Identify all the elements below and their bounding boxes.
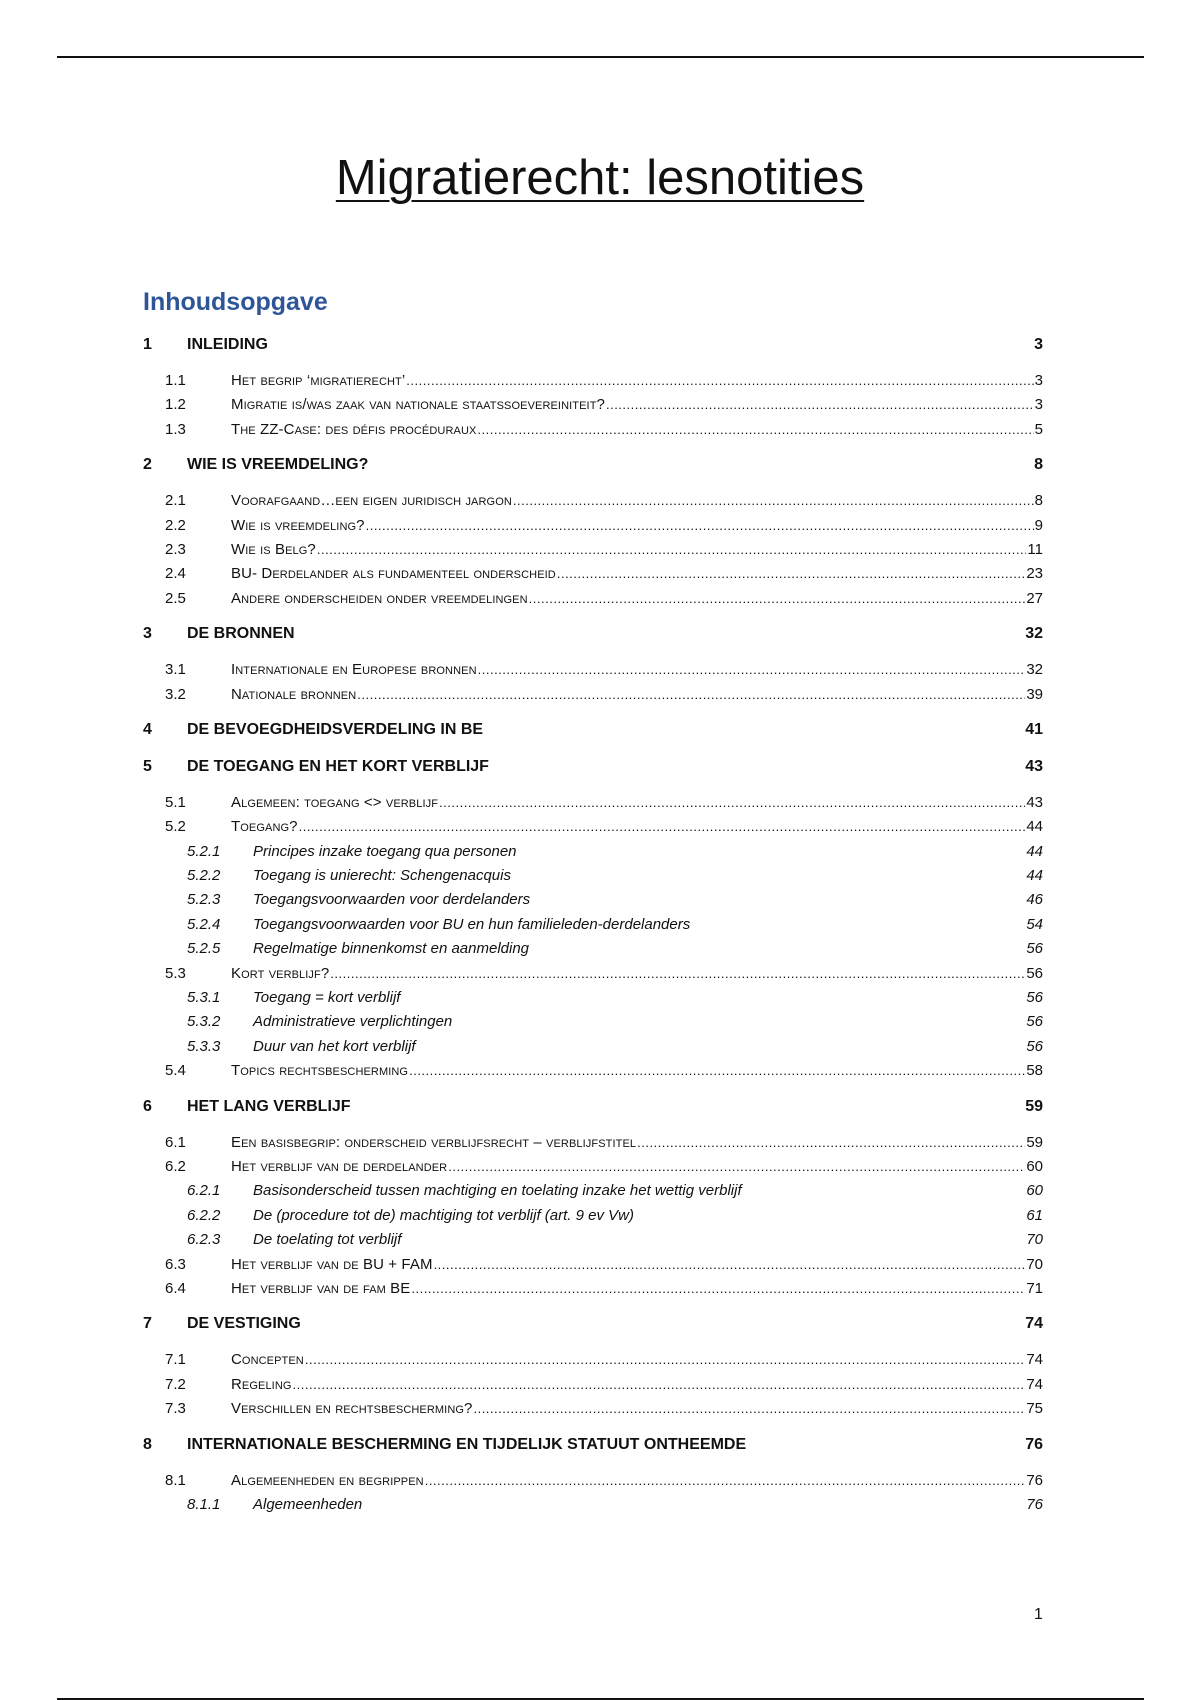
toc-entry[interactable] [143, 1280, 1043, 1304]
toc-entry-leader [330, 965, 1025, 982]
toc-entry[interactable] [143, 517, 1043, 541]
toc-entry-leader [513, 492, 1034, 509]
toc-entry-label: Algemeenheden en begrippen [231, 1471, 424, 1489]
toc-entry-number: 5.4 [165, 1062, 186, 1080]
toc-entry-leader [305, 1351, 1025, 1368]
toc-entry-page: 59 [1026, 1133, 1043, 1151]
toc-entry-page: 56 [1026, 1037, 1043, 1055]
toc-entry-page: 43 [1025, 757, 1043, 775]
toc-entry[interactable] [143, 916, 1043, 940]
toc-entry-number: 2.1 [165, 492, 186, 510]
toc-entry[interactable] [143, 1158, 1043, 1182]
toc-entry-number: 1.2 [165, 396, 186, 414]
toc-entry-label: Toegang? [231, 818, 298, 836]
toc-entry-leader [557, 565, 1025, 582]
toc-entry-page: 41 [1025, 720, 1043, 738]
toc-entry-number: 5.2 [165, 818, 186, 836]
toc-entry-label: Basisonderscheid tussen machtiging en toelating inzake het wettig verblijf [253, 1182, 742, 1200]
toc-entry-page: 61 [1026, 1206, 1043, 1224]
toc-entry-number: 3.2 [165, 685, 186, 703]
toc-entry-leader [425, 1472, 1026, 1489]
toc-entry-leader [478, 661, 1026, 678]
toc-entry[interactable] [143, 421, 1043, 445]
toc-entry-page: 60 [1026, 1182, 1043, 1200]
toc-entry-number: 8 [143, 1435, 152, 1453]
toc-entry-label: Toegangsvoorwaarden voor BU en hun familieleden-derdelanders [253, 915, 691, 933]
toc-entry-page: 3 [1034, 336, 1043, 353]
toc-entry[interactable] [143, 867, 1043, 891]
toc-entry[interactable] [143, 1351, 1043, 1375]
toc-entry-number: 5.2.3 [187, 891, 221, 909]
toc-entry-number: 5.3.1 [187, 989, 221, 1007]
toc-entry-label: DE VESTIGING [187, 1315, 301, 1333]
toc-entry-page: 8 [1034, 492, 1043, 510]
toc-entry-page: 46 [1026, 891, 1043, 909]
toc-entry[interactable] [143, 590, 1043, 614]
toc-entry[interactable] [143, 1134, 1043, 1158]
toc-entry-label: BU- Derdelander als fundamenteel onderscheid [231, 565, 556, 583]
toc-entry-number: 4 [143, 720, 152, 738]
toc-entry-number: 3 [143, 625, 152, 643]
toc-entry-page: 70 [1026, 1255, 1043, 1273]
toc-entry-number: 5.2.4 [187, 915, 221, 933]
toc-entry-label: De toelating tot verblijf [253, 1231, 402, 1249]
toc-entry[interactable] [143, 794, 1043, 818]
toc-entry-leader [293, 1376, 1026, 1393]
page-number: 1 [1034, 1606, 1043, 1623]
toc-entry-number: 6.2.1 [187, 1182, 221, 1200]
toc-entry[interactable] [143, 492, 1043, 516]
toc-entry-page: 43 [1026, 793, 1043, 811]
toc-entry-number: 3.1 [165, 661, 186, 679]
toc-entry[interactable] [143, 1013, 1043, 1037]
toc-entry[interactable] [143, 541, 1043, 565]
toc-entry-number: 1 [143, 336, 152, 353]
toc-entry[interactable] [143, 965, 1043, 989]
toc-entry-label: Andere onderscheiden onder vreemdelingen [231, 589, 528, 607]
toc-entry-number: 7.1 [165, 1351, 186, 1369]
toc-entry-number: 5.3 [165, 964, 186, 982]
toc-entry[interactable] [143, 1256, 1043, 1280]
toc-entry[interactable] [143, 1098, 1043, 1124]
toc-entry-label: Een basisbegrip: onderscheid verblijfsrecht – verblijfstitel [231, 1133, 637, 1151]
toc-entry-label: Duur van het kort verblijf [253, 1037, 416, 1055]
toc-entry-page: 71 [1026, 1279, 1043, 1297]
toc-entry-number: 5.3.3 [187, 1037, 221, 1055]
toc-entry-label: Nationale bronnen [231, 685, 357, 703]
toc-entry-label: Toegang is unierecht: Schengenacquis [253, 867, 511, 885]
toc-entry-label: INLEIDING [187, 336, 268, 353]
toc-entry-number: 6.4 [165, 1279, 186, 1297]
toc-entry-page: 74 [1026, 1375, 1043, 1393]
toc-entry-number: 8.1 [165, 1471, 186, 1489]
toc-entry-number: 7.3 [165, 1400, 186, 1418]
toc-entry-label: HET LANG VERBLIJF [187, 1097, 351, 1115]
toc-entry[interactable] [143, 843, 1043, 867]
toc-entry-page: 75 [1026, 1400, 1043, 1418]
toc-entry-leader [357, 686, 1025, 703]
toc-entry-label: Toegangsvoorwaarden voor derdelanders [253, 891, 531, 909]
toc-entry-label: Regeling [231, 1375, 292, 1393]
toc-entry[interactable] [143, 625, 1043, 651]
toc-entry[interactable] [143, 686, 1043, 710]
toc-entry-page: 70 [1026, 1231, 1043, 1249]
toc-entry-page: 76 [1026, 1495, 1043, 1513]
toc-entry-page: 74 [1026, 1351, 1043, 1369]
toc-entry-leader [299, 818, 1026, 835]
toc-entry-label: Administratieve verplichtingen [253, 1013, 453, 1031]
toc-entry-page: 5 [1034, 420, 1043, 438]
toc-entry-label: WIE IS VREEMDELING? [187, 456, 369, 474]
toc-entry-page: 44 [1026, 818, 1043, 836]
toc-entry-page: 9 [1034, 516, 1043, 534]
toc-entry-page: 74 [1025, 1315, 1043, 1333]
toc-entry-number: 1.1 [165, 372, 186, 389]
toc-entry-number: 6.2.2 [187, 1206, 221, 1224]
toc-entry-page: 32 [1025, 625, 1043, 643]
toc-entry-label: DE BRONNEN [187, 625, 295, 643]
toc-entry[interactable] [143, 1182, 1043, 1206]
toc-entry[interactable] [143, 336, 1043, 362]
toc-entry-leader [606, 396, 1034, 413]
toc-entry-label: Het verblijf van de BU + FAM [231, 1255, 433, 1273]
toc-entry-page: 23 [1026, 565, 1043, 583]
toc-entry[interactable] [143, 396, 1043, 420]
toc-entry-number: 2.5 [165, 589, 186, 607]
toc-entry[interactable] [143, 818, 1043, 842]
toc-entry-number: 6.3 [165, 1255, 186, 1273]
toc-entry-label: INTERNATIONALE BESCHERMING EN TIJDELIJK STATUUT ONTHEEMDE [187, 1435, 747, 1453]
toc-entry-label: Wie is Belg? [231, 540, 316, 558]
toc-entry-number: 6 [143, 1097, 152, 1115]
toc-entry[interactable] [143, 1062, 1043, 1086]
toc-entry-label: Algemeenheden [253, 1495, 363, 1513]
toc-entry-label: Principes inzake toegang qua personen [253, 842, 517, 860]
toc-entry-number: 5.2.1 [187, 842, 221, 860]
toc-entry-label: DE BEVOEGDHEIDSVERDELING IN BE [187, 720, 484, 738]
toc-entry[interactable] [143, 940, 1043, 964]
toc-entry[interactable] [143, 565, 1043, 589]
toc-entry-label: Topics rechtsbescherming [231, 1062, 409, 1080]
toc-entry-number: 6.2 [165, 1157, 186, 1175]
toc-entry-page: 59 [1025, 1097, 1043, 1115]
toc-entry-number: 2.2 [165, 516, 186, 534]
toc-entry-label: The ZZ-Case: des défis procéduraux [231, 420, 477, 438]
document-title: Migratierecht: lesnotities [335, 151, 865, 205]
toc-entry[interactable] [143, 758, 1043, 784]
table-of-contents [143, 336, 1043, 1520]
toc-entry-page: 56 [1026, 964, 1043, 982]
toc-entry[interactable] [143, 1400, 1043, 1424]
toc-entry-leader [317, 541, 1027, 558]
toc-entry-leader [406, 372, 1033, 389]
toc-entry[interactable] [143, 1038, 1043, 1062]
toc-entry-page: 60 [1026, 1157, 1043, 1175]
toc-entry-page: 44 [1026, 867, 1043, 885]
toc-entry[interactable] [143, 891, 1043, 915]
toc-entry-page: 76 [1026, 1471, 1043, 1489]
toc-entry[interactable] [143, 1315, 1043, 1341]
toc-entry-leader [411, 1280, 1025, 1297]
toc-entry-leader [434, 1256, 1026, 1273]
toc-heading: Inhoudsopgave [143, 288, 328, 316]
toc-entry-page: 56 [1026, 1013, 1043, 1031]
toc-entry[interactable] [143, 661, 1043, 685]
toc-entry-number: 7.2 [165, 1375, 186, 1393]
header-rule [57, 56, 1144, 58]
toc-entry-number: 2.3 [165, 540, 186, 558]
toc-entry-label: Wie is vreemdeling? [231, 516, 365, 534]
toc-entry[interactable] [143, 1231, 1043, 1255]
toc-entry-page: 32 [1026, 661, 1043, 679]
toc-entry-page: 56 [1026, 940, 1043, 958]
toc-entry-number: 5.2.2 [187, 867, 221, 885]
toc-entry-number: 5.2.5 [187, 940, 221, 958]
toc-entry-label: Toegang = kort verblijf [253, 989, 401, 1007]
toc-entry[interactable] [143, 1376, 1043, 1400]
toc-entry-page: 11 [1027, 540, 1043, 558]
toc-entry-page: 27 [1026, 589, 1043, 607]
toc-entry-label: Kort verblijf? [231, 964, 330, 982]
toc-entry[interactable] [143, 1496, 1043, 1520]
toc-entry-label: Het begrip ‘migratierecht’ [231, 372, 406, 389]
toc-entry[interactable] [143, 1472, 1043, 1496]
toc-entry-label: Voorafgaand…een eigen juridisch jargon [231, 492, 512, 510]
toc-entry-number: 6.2.3 [187, 1231, 221, 1249]
toc-entry-page: 54 [1026, 915, 1043, 933]
toc-entry-number: 1.3 [165, 420, 186, 438]
toc-entry-leader [448, 1158, 1025, 1175]
toc-entry-leader [529, 590, 1026, 607]
toc-entry-label: Verschillen en rechtsbescherming? [231, 1400, 473, 1418]
toc-entry-label: Migratie is/was zaak van nationale staatssoevereiniteit? [231, 396, 605, 414]
toc-entry[interactable] [143, 1207, 1043, 1231]
toc-entry-label: Regelmatige binnenkomst en aanmelding [253, 940, 530, 958]
toc-entry-label: Internationale en Europese bronnen [231, 661, 477, 679]
toc-entry-page: 56 [1026, 989, 1043, 1007]
toc-entry-label: Het verblijf van de derdelander [231, 1157, 448, 1175]
toc-entry-page: 58 [1026, 1062, 1043, 1080]
toc-entry-label: Algemeen: toegang <> verblijf [231, 793, 439, 811]
toc-entry-leader [473, 1400, 1025, 1417]
toc-entry-number: 8.1.1 [187, 1495, 221, 1513]
toc-entry-page: 76 [1025, 1435, 1043, 1453]
toc-entry-number: 2.4 [165, 565, 186, 583]
toc-entry-label: Concepten [231, 1351, 304, 1369]
toc-entry-leader [366, 517, 1034, 534]
toc-entry-number: 7 [143, 1315, 152, 1333]
toc-entry-page: 3 [1034, 396, 1043, 414]
toc-entry[interactable] [143, 1436, 1043, 1462]
toc-entry-label: Het verblijf van de fam BE [231, 1279, 411, 1297]
toc-entry-leader [637, 1134, 1025, 1151]
toc-entry-number: 5.1 [165, 793, 186, 811]
toc-entry-page: 8 [1034, 456, 1043, 474]
document-title-block [0, 150, 1200, 206]
toc-entry-number: 2 [143, 456, 152, 474]
toc-entry-leader [439, 794, 1025, 811]
toc-entry-label: De (procedure tot de) machtiging tot verblijf (art. 9 ev Vw) [253, 1206, 634, 1224]
toc-entry-leader [409, 1062, 1025, 1079]
toc-entry-leader [477, 421, 1033, 438]
toc-entry[interactable] [143, 372, 1043, 396]
toc-entry-label: DE TOEGANG EN HET KORT VERBLIJF [187, 757, 489, 775]
toc-entry-number: 5.3.2 [187, 1013, 221, 1031]
toc-entry-page: 3 [1034, 372, 1043, 389]
toc-entry-number: 5 [143, 757, 152, 775]
toc-entry-page: 39 [1026, 685, 1043, 703]
toc-entry[interactable] [143, 456, 1043, 482]
toc-entry[interactable] [143, 989, 1043, 1013]
toc-entry-number: 6.1 [165, 1133, 186, 1151]
toc-entry-page: 44 [1026, 842, 1043, 860]
toc-entry[interactable] [143, 721, 1043, 747]
